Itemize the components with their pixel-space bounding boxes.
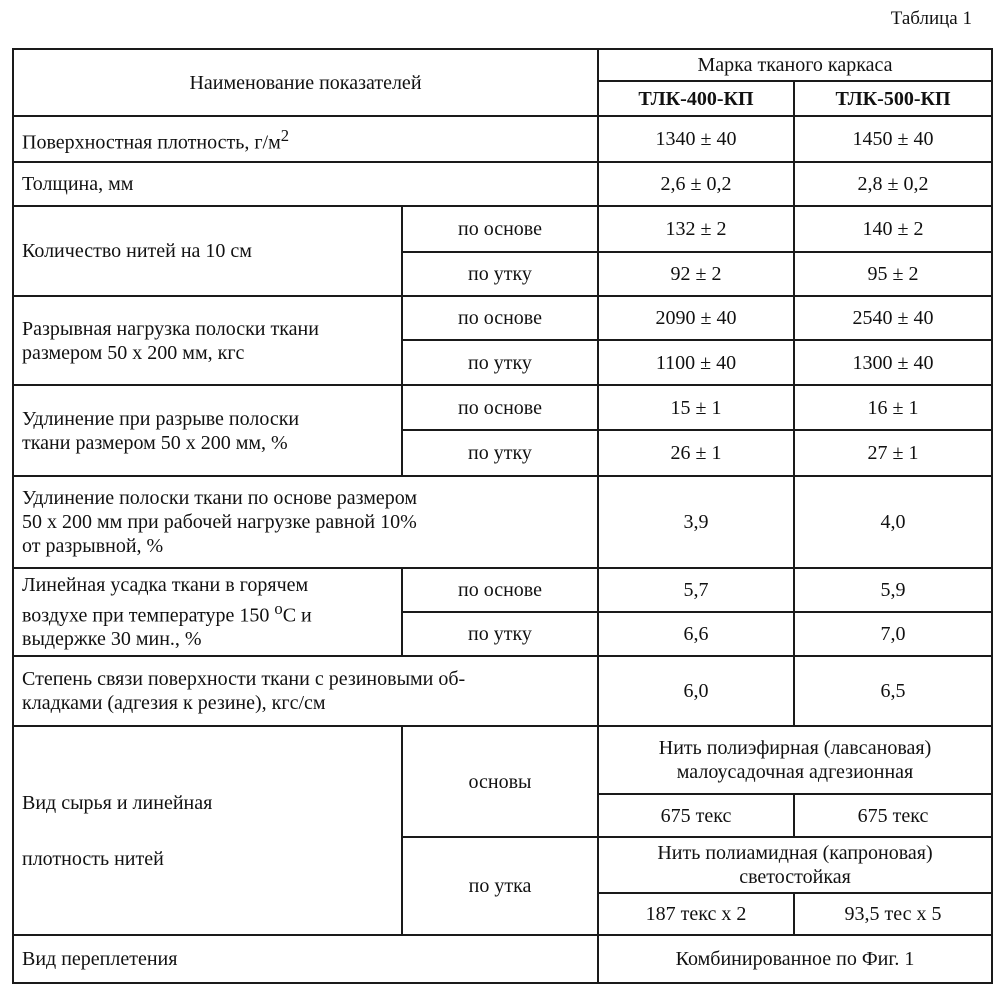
row-density-v1: 1340 ± 40 — [598, 116, 794, 162]
row-elong-work-v2: 4,0 — [794, 476, 992, 568]
row-raw-label: Вид сырья и линейная плотность нитей — [13, 726, 402, 935]
row-elong-work-v1: 3,9 — [598, 476, 794, 568]
row-threads-weft-label: по утку — [402, 252, 598, 296]
row-weave-label: Вид переплетения — [13, 935, 598, 983]
row-elongation-warp-label: по основе — [402, 385, 598, 430]
row-adhesion-label: Степень связи поверхности ткани с резиновыми об- кладками (адгезия к резине), кгс/см — [13, 656, 598, 726]
row-elongation-weft-label: по утку — [402, 430, 598, 476]
row-adhesion-v2: 6,5 — [794, 656, 992, 726]
row-thickness-v1: 2,6 ± 0,2 — [598, 162, 794, 206]
row-density-label: Поверхностная плотность, $г/м^2$ — [13, 116, 598, 162]
row-raw-weft-v2: 93,5 тес х 5 — [794, 893, 992, 935]
row-shrinkage-weft-v1: 6,6 — [598, 612, 794, 656]
row-threads-weft-v2: 95 ± 2 — [794, 252, 992, 296]
row-raw-weft-v1: 187 текс х 2 — [598, 893, 794, 935]
row-thickness-v2: 2,8 ± 0,2 — [794, 162, 992, 206]
row-shrinkage-warp-v1: 5,7 — [598, 568, 794, 612]
row-elongation-warp-v2: 16 ± 1 — [794, 385, 992, 430]
row-breaking-warp-v1: 2090 ± 40 — [598, 296, 794, 340]
row-breaking-label: Разрывная нагрузка полоски ткани размером 50 х 200 мм, кгс — [13, 296, 402, 385]
row-raw-warp-v1: 675 текс — [598, 794, 794, 837]
row-raw-warp-desc: Нить полиэфирная (лавсановая) малоусадочная адгезионная — [598, 726, 992, 794]
row-threads-warp-label: по основе — [402, 206, 598, 252]
header-brand-2: ТЛК-500-КП — [794, 81, 992, 116]
row-adhesion-v1: 6,0 — [598, 656, 794, 726]
row-breaking-weft-v2: 1300 ± 40 — [794, 340, 992, 385]
row-shrinkage-label: Линейная усадка ткани в горячем воздухе при температуре 150 $^о$С и выдержке 30 мин., % — [13, 568, 402, 656]
header-brand-1: ТЛК-400-КП — [598, 81, 794, 116]
row-threads-label: Количество нитей на 10 см — [13, 206, 402, 296]
specification-table — [12, 48, 993, 984]
row-breaking-warp-label: по основе — [402, 296, 598, 340]
header-brand-group: Марка тканого каркаса — [598, 49, 992, 81]
row-breaking-weft-label: по утку — [402, 340, 598, 385]
row-elongation-weft-v2: 27 ± 1 — [794, 430, 992, 476]
row-density-v2: 1450 ± 40 — [794, 116, 992, 162]
row-raw-weft-label: по утка — [402, 837, 598, 935]
header-indicator: Наименование показателей — [13, 49, 598, 116]
row-elong-work-label: Удлинение полоски ткани по основе размером 50 х 200 мм при рабочей нагрузке равной 10% от разрывной, % — [13, 476, 598, 568]
row-weave-value: Комбинированное по Фиг. 1 — [598, 935, 992, 983]
row-elongation-label: Удлинение при разрыве полоски ткани размером 50 х 200 мм, % — [13, 385, 402, 476]
row-shrinkage-warp-label: по основе — [402, 568, 598, 612]
table-caption: Таблица 1 — [890, 8, 972, 29]
row-raw-weft-desc: Нить полиамидная (капроновая) светостойкая — [598, 837, 992, 893]
row-breaking-weft-v1: 1100 ± 40 — [598, 340, 794, 385]
row-threads-warp-v2: 140 ± 2 — [794, 206, 992, 252]
row-elongation-weft-v1: 26 ± 1 — [598, 430, 794, 476]
row-shrinkage-warp-v2: 5,9 — [794, 568, 992, 612]
row-raw-warp-v2: 675 текс — [794, 794, 992, 837]
row-shrinkage-weft-v2: 7,0 — [794, 612, 992, 656]
row-breaking-warp-v2: 2540 ± 40 — [794, 296, 992, 340]
row-threads-weft-v1: 92 ± 2 — [598, 252, 794, 296]
row-shrinkage-weft-label: по утку — [402, 612, 598, 656]
row-elongation-warp-v1: 15 ± 1 — [598, 385, 794, 430]
row-raw-warp-label: основы — [402, 726, 598, 837]
row-threads-warp-v1: 132 ± 2 — [598, 206, 794, 252]
row-thickness-label: Толщина, мм — [13, 162, 598, 206]
